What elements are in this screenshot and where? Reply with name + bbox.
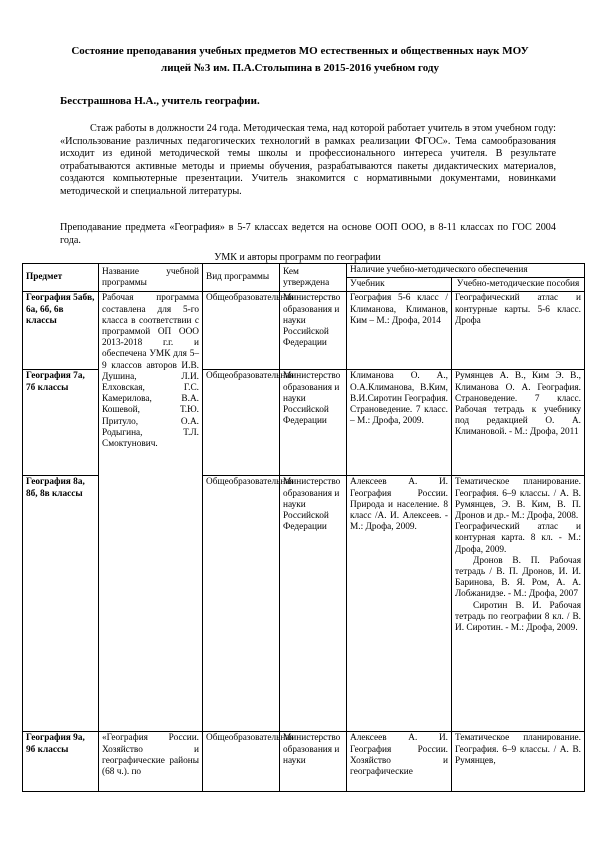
- cell-textbook: Алексеев А. И. География России. Природа и население. 8 класс /А. И. Алексеев. - М.: Дрофа, 2009.: [347, 476, 452, 732]
- cell-subject: География 9а, 9б классы: [23, 732, 99, 792]
- header-textbook: Учебник: [347, 278, 452, 292]
- table-row: [23, 292, 585, 370]
- cell-approved: Министерство образования и науки Российской Федерации: [280, 370, 347, 476]
- manual-item: Дронов В. П. Рабочая тетрадь / В. П. Дронов, И. И. Баринова, В. Я. Ром, А. А. Лобжанидзе. - М.: Дрофа, 2007: [455, 555, 581, 600]
- manual-item: Тематическое планирование. География. 6–9 классы. / А. В. Румянцев, Э. В. Ким, В. П. Дронов и др.- М.: Дрофа, 2008.: [455, 477, 581, 522]
- cell-textbook: География 5-6 класс /Климанова, Климанов, Ким – М.: Дрофа, 2014: [347, 292, 452, 370]
- cell-manuals: Географический атлас и контурные карты. 5-6 класс. Дрофа: [452, 292, 585, 370]
- paragraph-teaching: Преподавание предмета «География» в 5-7 классах ведется на основе ООП ООО, в 8-11 классах по ГОС 2004 года.: [60, 222, 556, 246]
- manual-item: Географический атлас и контурная карта. 8 кл. - М.: Дрофа, 2009.: [455, 522, 581, 555]
- table-row: [23, 732, 585, 792]
- cell-approved: Министерство образования и науки Российской Федерации: [280, 292, 347, 370]
- cell-program-name: «География России. Хозяйство и географические районы (68 ч.). по: [99, 732, 203, 792]
- table-header-row: [23, 264, 585, 278]
- table-caption: УМК и авторы программ по географии: [214, 252, 381, 263]
- cell-manuals: [452, 476, 585, 732]
- umk-table: [22, 263, 585, 792]
- header-subject: Предмет: [23, 264, 99, 292]
- cell-approved: Министерство образования и науки: [280, 732, 347, 792]
- cell-type: Общеобразовательная: [203, 370, 280, 476]
- paragraph-experience-text: Стаж работы в должности 24 года. Методическая тема, над которой работает учитель в этом учебном году: «Использование различных педагогических технологий в рамках реализации ФГОС». Тема самообразования исходит из единой методической темы школы и профессионального интереса учителя. В результате отрабатываются активные методы и приемы обучения, разрабатываются пакеты дидактических материалов, создаются компьютерные презентации. Учитель знакомится с нормативными документами, новинками методической и специальной литературы.: [60, 123, 556, 197]
- cell-type: Общеобразовательная: [203, 476, 280, 732]
- title-line-2: лицей №3 им. П.А.Столыпина в 2015-2016 учебном году: [161, 62, 439, 74]
- header-program-name: Название учебной программы: [99, 264, 203, 292]
- header-manuals: Учебно-методические пособия: [452, 278, 585, 292]
- cell-shared-program: Рабочая программа составлена для 5-го класса в соответствии с программой ОП ООО 2013-2018 г.г. и обеспечена УМК для 5–9 классов авторов И.В. Душина, Л.И. Елховская, Г.С. Камерилова, В.А. Кошевой, Т.Ю. Притуло, О.А. Родыгина, Т.Л. Смоктунович.: [99, 292, 203, 732]
- author-line: Бесстрашнова Н.А., учитель географии.: [60, 95, 260, 107]
- header-approved-by: Кем утверждена: [280, 264, 347, 292]
- cell-type: Общеобразовательная: [203, 292, 280, 370]
- cell-type: Общеобразовательная: [203, 732, 280, 792]
- cell-subject: География 5абв, 6а, 6б, 6в классы: [23, 292, 99, 370]
- cell-manuals: Тематическое планирование. География. 6–9 классы. / А. В. Румянцев,: [452, 732, 585, 792]
- cell-approved: Министерство образования и науки Российской Федерации: [280, 476, 347, 732]
- paragraph-experience: [60, 123, 556, 199]
- header-support: Наличие учебно-методического обеспечения: [347, 264, 585, 278]
- cell-textbook: Алексеев А. И. География России. Хозяйство и географические: [347, 732, 452, 792]
- document-title: [40, 43, 560, 77]
- cell-subject: География 7а, 7б классы: [23, 370, 99, 476]
- title-line-1: Состояние преподавания учебных предметов МО естественных и общественных наук МОУ: [71, 45, 529, 57]
- manual-item: Сиротин В. И. Рабочая тетрадь по географии 8 кл. / В. И. Сиротин. - М.: Дрофа, 2009.: [455, 600, 581, 634]
- cell-manuals: Румянцев А. В., Ким Э. В., Климанова О. А. География. Страноведение. 7 класс. Рабочая тетрадь к учебнику под редакцией О. А. Климановой. - М.: Дрофа, 2011: [452, 370, 585, 476]
- cell-textbook: Климанова О. А., О.А.Климанова, В.Ким, В.И.Сиротин География. Страноведение. 7 класс. – М.: Дрофа, 2009.: [347, 370, 452, 476]
- header-program-type: Вид программы: [203, 264, 280, 292]
- cell-subject: География 8а, 8б, 8в классы: [23, 476, 99, 732]
